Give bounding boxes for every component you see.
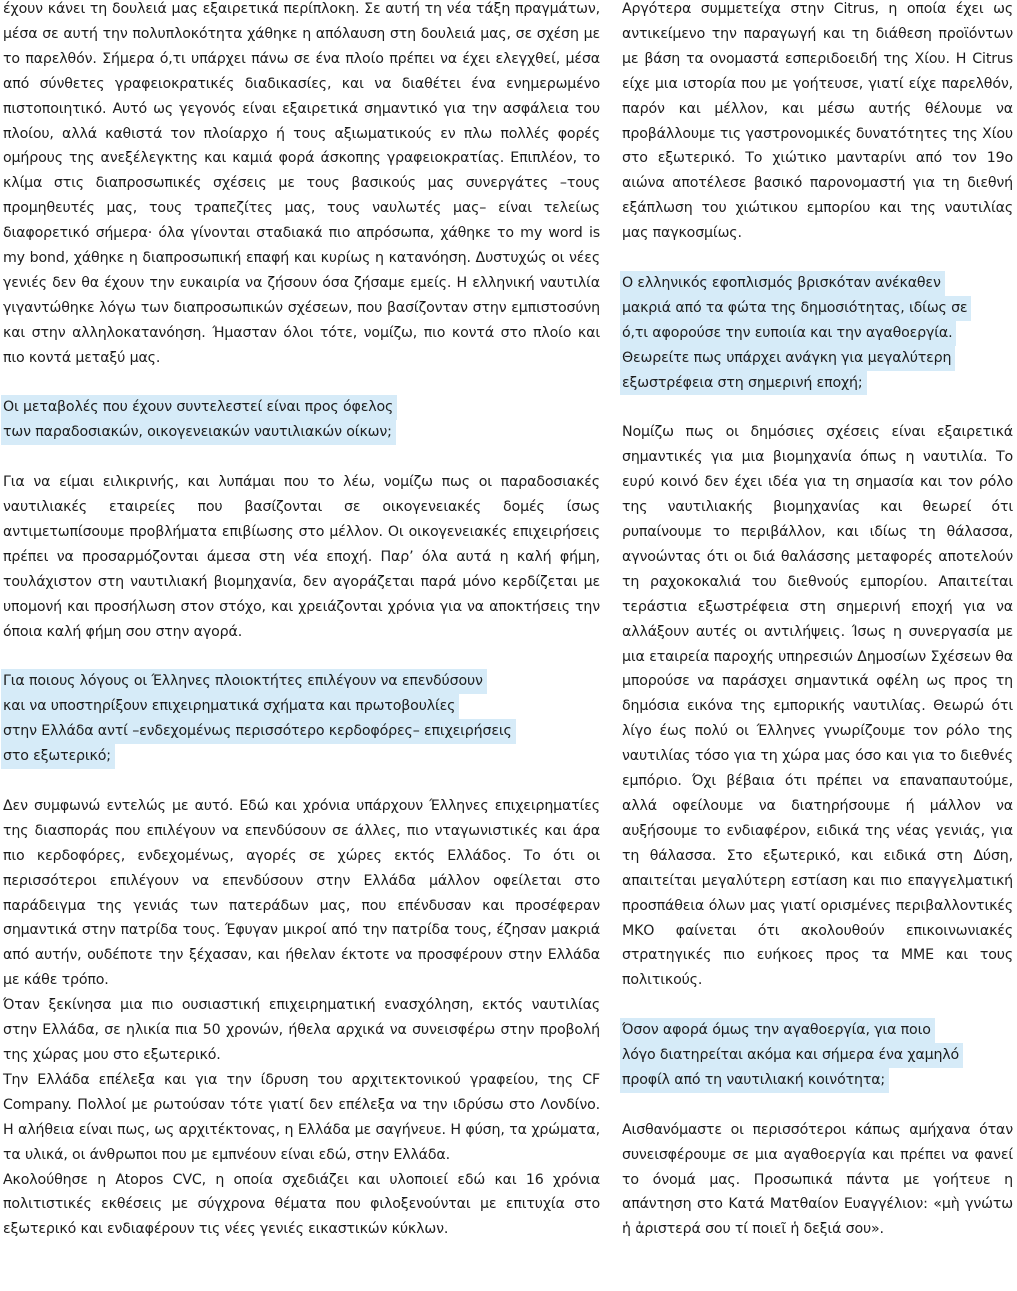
paragraph-gap xyxy=(3,769,600,794)
question-line: Για ποιους λόγους οι Έλληνες πλοιοκτήτες επιλέγουν να επενδύσουν xyxy=(1,669,487,694)
question-line: στο εξωτερικό; xyxy=(1,744,115,769)
question-line: στην Ελλάδα αντί –ενδεχομένως περισσότερο κερδοφόρες– επιχειρήσεις xyxy=(1,719,516,744)
question-line: λόγο διατηρείται ακόμα και σήμερα ένα χαμηλό xyxy=(620,1043,963,1068)
answer-paragraph: Ακολούθησε η Atopos CVC, η οποία σχεδιάζει και υλοποιεί εδώ και 16 χρόνια πολιτιστικές εκθέσεις με σύγχρονα θέματα που φιλοξενούνται με επιτυχία στο εξωτερικό και ενδιαφέρουν τις νέες γενιές εικαστικών κύκλων. xyxy=(3,1171,600,1238)
question-line: Οι μεταβολές που έχουν συντελεστεί είναι προς όφελος xyxy=(1,395,397,420)
question-line: Ο ελληνικός εφοπλισμός βρισκόταν ανέκαθεν xyxy=(620,271,945,296)
answer-paragraph: έχουν κάνει τη δουλειά μας εξαιρετικά περίπλοκη. Σε αυτή τη νέα τάξη πραγμάτων, μέσα σε αυτή την πολυπλοκότητα χάθηκε η απόλαυση στη δουλειά μας, σε σχέση με το παρελθόν. Σήμερα ό,τι υπάρχει πάνω σε ένα πλοίο πρέπει να έχει ελεγχθεί, μέσα από σύνθετες γραφειοκρατικές διαδικασίες, και να διαθέτει ένα ενημερωμένο πιστοποιητικό. Αυτό ως γεγονός είναι εξαιρετικά σημαντικό για την ασφάλεια του πλοίου, αλλά καθιστά τον πλοίαρχο ή τους αξιωματικούς εν πλω πολλές φορές ομήρους της ανεξέλεγκτης και καμιά φορά άσκοπης γραφειοκρατίας. Επιπλέον, το κλίμα στις διαπροσωπικές σχέσεις με τους βασικούς μας συνεργάτες –τους προμηθευτές μας, τους τραπεζίτες μας, τους ναυλωτές μας– είναι τελείως διαφορετικό σήμερα· όλα γίνονται σταδιακά πιο απρόσωπα, χάθηκε το my word is my bond, χάθηκε η διαπροσωπική επαφή και κυρίως η κατανόηση. Δυστυχώς οι νέες γενιές δεν θα έχουν την ευκαιρία να ζήσουν όσα ζήσαμε εμείς. Η ελληνική ναυτιλία γιγαντώθηκε λόγω των διαπροσωπικών σχέσεων, που βασίζονταν στην εμπιστοσύνη και στην αλληλοκατανόηση. Ήμασταν όλοι τότε, νομίζω, πιο κοντά στο πλοίο και πιο κοντά μεταξύ μας. xyxy=(3,1,600,366)
answer-paragraph: Για να είμαι ειλικρινής, και λυπάμαι που το λέω, νομίζω πως οι παραδοσιακές ναυτιλιακές εταιρείες που βασίζονται σε οικογενειακές δομές ίσως αντιμετωπίσουμε προβλήματα επιβίωσης στο μέλλον. Οι οικογενειακές επιχειρήσεις πρέπει να προσαρμόζονται άμεσα στη νέα εποχή. Παρ’ όλα αυτά η καλή φήμη, τουλάχιστον στη ναυτιλιακή βιομηχανία, δεν αγοράζεται παρά μόνο κερδίζεται με υπομονή και προσήλωση στον στόχο, και χρειάζονται χρόνια για να αποκτήσεις την όποια καλή φήμη σου στην αγορά. xyxy=(3,474,600,640)
answer-paragraph: Όταν ξεκίνησα μια πιο ουσιαστική επιχειρηματική ενασχόληση, εκτός ναυτιλίας στην Ελλάδα, σε ηλικία πια 50 χρονών, ήθελα αρχικά να συνεισφέρω στην προβολή της χώρας μου στο εξωτερικό. xyxy=(3,997,600,1063)
interview-question xyxy=(622,271,1013,396)
paragraph-gap xyxy=(622,395,1013,420)
question-line: Θεωρείτε πως υπάρχει ανάγκη για μεγαλύτερη xyxy=(620,346,955,371)
interview-question xyxy=(622,1018,1013,1093)
paragraph-gap xyxy=(3,371,600,396)
paragraph-gap xyxy=(622,246,1013,271)
question-line: εξωστρέφεια στη σημερινή εποχή; xyxy=(620,371,867,396)
answer-paragraph: Νομίζω πως οι δημόσιες σχέσεις είναι εξαιρετικά σημαντικές για μια βιομηχανία όπως η ναυτιλία. Το ευρύ κοινό δεν έχει ιδέα για τη σημασία και τον ρόλο της ναυτιλιακής βιομηχανίας και θεωρεί ότι ρυπαίνουμε το περιβάλλον, και ιδίως τη θάλασσα, αγνοώντας ότι οι διά θαλάσσης μεταφορές αποτελούν τη ραχοκοκαλιά του διεθνούς εμπορίου. Απαιτείται τεράστια εξωστρέφεια στη σημερινή εποχή για να αλλάξουν αυτές οι αντιλήψεις. Ίσως η συνεργασία με μια εταιρεία παροχής υπηρεσιών Δημοσίων Σχέσεων θα μπορούσε να παράσχει σημαντικά οφέλη ως προς τη δημόσια εικόνα της εμπορικής ναυτιλίας. Θεωρώ ότι λίγο έως πολύ οι Έλληνες γνωρίζουμε τον ρόλο της ναυτιλίας τόσο για τη χώρα μας όσο και για το διεθνές εμπόριο. Όχι βέβαια ότι πρέπει να επαναπαυτούμε, αλλά οφείλουμε να διατηρήσουμε ή μάλλον να αυξήσουμε το ενδιαφέρον, ειδικά της νέας γενιάς, για τη θάλασσα. Στο εξωτερικό, και ειδικά στη Δύση, απαιτείται μεγαλύτερη εστίαση και πιο επαγγελματική προσπάθεια όλων μας γιατί ορισμένες περιβαλλοντικές ΜΚΟ φαίνεται ότι ακολουθούν επικοινωνιακές στρατηγικές πιο ευήκοες προς τα ΜΜΕ και τους πολιτικούς. xyxy=(622,424,1013,989)
paragraph-gap xyxy=(622,1093,1013,1118)
paragraph-gap xyxy=(3,445,600,470)
question-line: των παραδοσιακών, οικογενειακών ναυτιλιακών οίκων; xyxy=(1,420,396,445)
question-line: μακριά από τα φώτα της δημοσιότητας, ιδίως σε xyxy=(620,296,971,321)
paragraph-gap xyxy=(3,645,600,670)
right-column xyxy=(622,0,1013,1242)
left-column xyxy=(3,0,600,1242)
question-line: Όσον αφορά όμως την αγαθοεργία, για ποιο xyxy=(620,1018,935,1043)
question-line: και να υποστηρίξουν επιχειρηματικά σχήματα και πρωτοβουλίες xyxy=(1,694,459,719)
interview-question xyxy=(3,669,600,769)
answer-paragraph: Δεν συμφωνώ εντελώς με αυτό. Εδώ και χρόνια υπάρχουν Έλληνες επιχειρηματίες της διασποράς που επιλέγουν να επενδύσουν σε άλλες, πιο νταγωνιστικές και άρα πιο κερδοφόρες, ενδεχομένως, αγορές σε χώρες εκτός Ελλάδος. Το ότι οι περισσότεροι επιλέγουν να επενδύσουν στην Ελλάδα μάλλον οφείλεται στο παράδειγμα της γενιάς των πατεράδων μας, που επένδυσαν και προσέφεραν σημαντικά στην πατρίδα τους. Έφυγαν μικροί από την πατρίδα τους, έζησαν μακριά από αυτήν, ουδέποτε την ξέχασαν, και ήθελαν έκτοτε να προσφέρουν στην Ελλάδα με κάθε τρόπο. xyxy=(3,797,600,989)
paragraph-gap xyxy=(622,993,1013,1018)
answer-paragraph: Αργότερα συμμετείχα στην Citrus, η οποία έχει ως αντικείμενο την παραγωγή και τη διάθεση προϊόντων με βάση τα ονομαστά εσπεριδοειδή της Χίου. Η Citrus είχε μια ιστορία που με γοήτευσε, γιατί είχε παρελθόν, παρόν και μέλλον, και μέσω αυτής θέλουμε να προβάλλουμε τις γαστρονομικές δυνατότητες της Χίου στο εξωτερικό. Το χιώτικο μανταρίνι από τον 19ο αιώνα αποτέλεσε βασικό παρονομαστή για τη διεθνή εξάπλωση του χιώτικου εμπορίου και της ναυτιλίας μας παγκοσμίως. xyxy=(622,1,1013,242)
answer-paragraph: Την Ελλάδα επέλεξα και για την ίδρυση του αρχιτεκτονικού γραφείου, της CF Company. Πολλοί με ρωτούσαν τότε γιατί δεν επέλεξα να την ιδρύσω στο Λονδίνο. Η αλήθεια είναι πως, ως αρχιτέκτονας, η Ελλάδα με σαγήνευε. Η φύση, τα χρώματα, τα υλικά, οι άνθρωποι που με εμπνέουν είναι εδώ, στην Ελλάδα. xyxy=(3,1071,600,1163)
question-line: ό,τι αφορούσε την ευποιία και την αγαθοεργία. xyxy=(620,321,956,346)
interview-question xyxy=(3,395,600,445)
question-line: προφίλ από τη ναυτιλιακή κοινότητα; xyxy=(620,1068,889,1093)
answer-paragraph: Αισθανόμαστε οι περισσότεροι κάπως αμήχανα όταν συνεισφέρουμε σε μια αγαθοεργία και πρέπει να φανεί το όνομά μας. Προσωπικά πάντα με γοήτευε η απάντηση στο Κατά Ματθαίον Ευαγγέλιον: «μὴ γνώτω ἡ ἀριστερά σου τί ποιεῖ ἡ δεξιά σου». xyxy=(622,1121,1013,1238)
